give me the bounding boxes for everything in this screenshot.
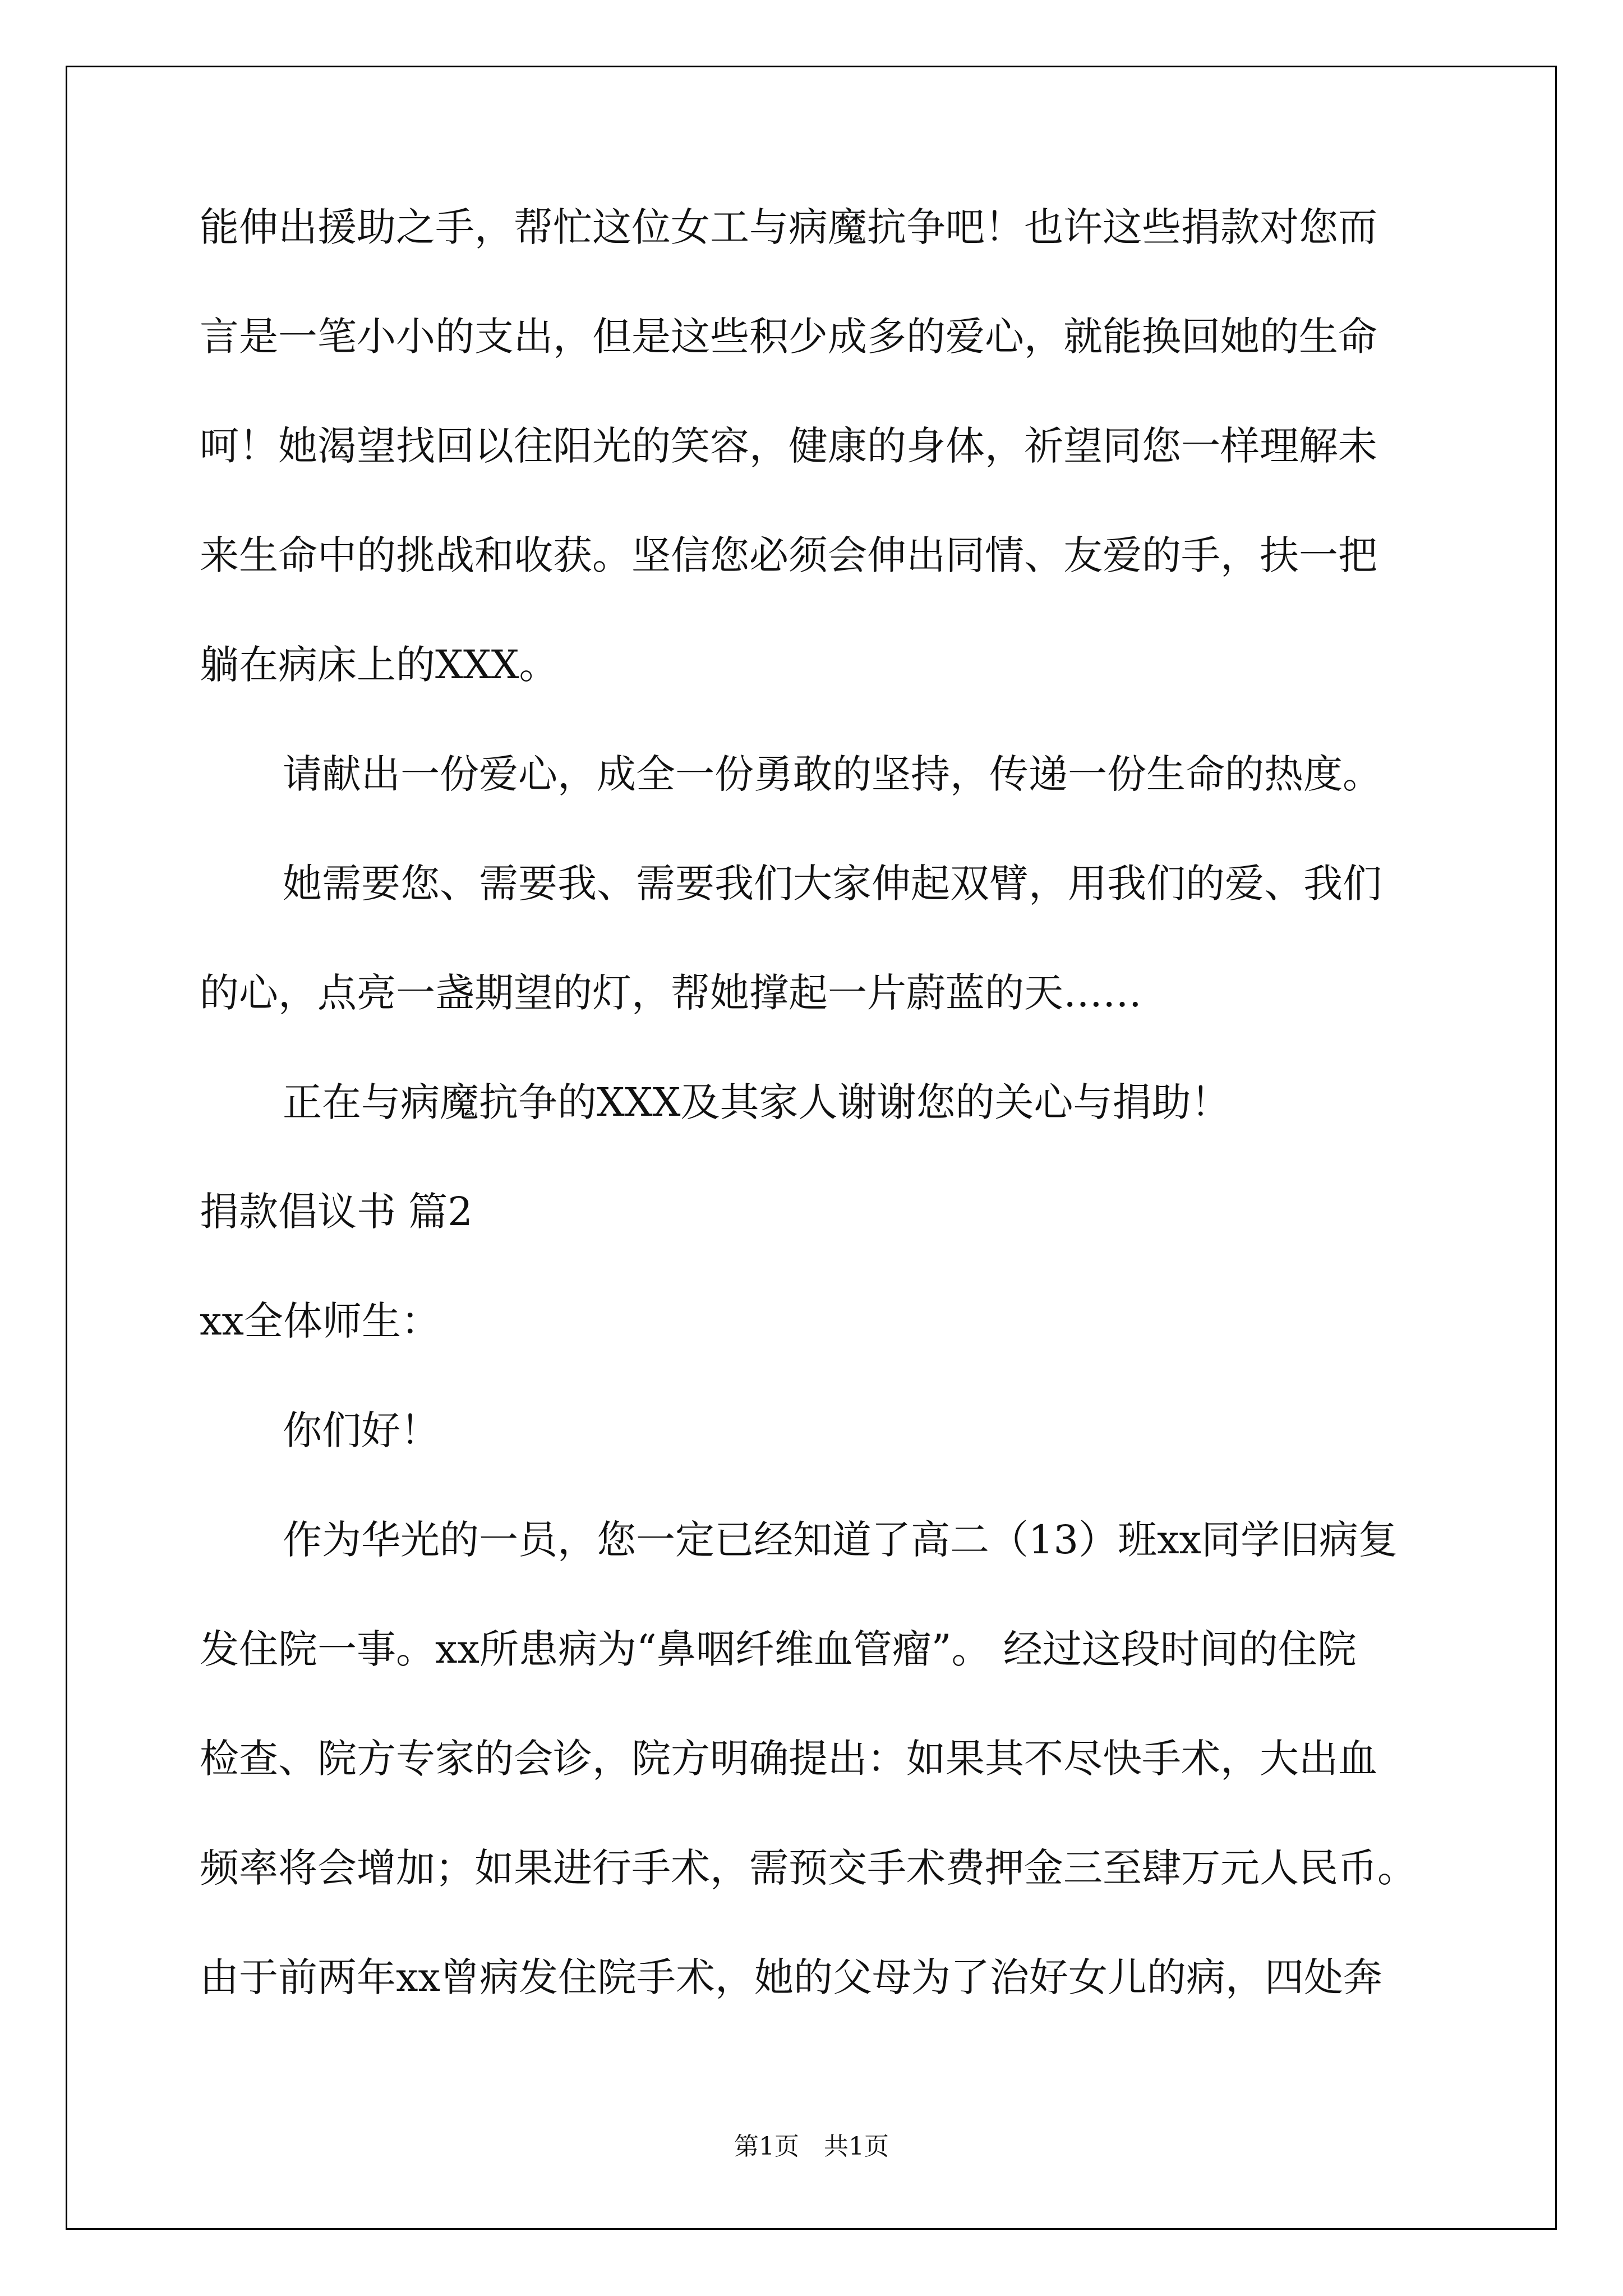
salutation: xx全体师生： — [200, 1298, 440, 1344]
text-line: 发住院一事。xx所患病为“鼻咽纤维血管瘤”。 经过这段时间的住院 — [200, 1626, 1357, 1672]
text-line: 来生命中的挑战和收获。坚信您必须会伸出同情、友爱的手，扶一把 — [200, 532, 1377, 578]
text-line: 躺在病床上的XXX。 — [200, 642, 559, 688]
text-line: 频率将会增加；如果进行手术，需预交手术费押金三至肆万元人民币。 — [200, 1845, 1417, 1891]
page-border — [66, 66, 1557, 2230]
section-heading: 捐款倡议书 篇2 — [200, 1189, 473, 1235]
text-line: 检查、院方专家的会诊，院方明确提出：如果其不尽快手术，大出血 — [200, 1736, 1377, 1782]
text-line: 由于前两年xx曾病发住院手术，她的父母为了治好女儿的病，四处奔 — [200, 1954, 1382, 2000]
text-line: 她需要您、需要我、需要我们大家伸起双臂，用我们的爱、我们 — [283, 861, 1382, 907]
text-line: 言是一笔小小的支出，但是这些积少成多的爱心，就能换回她的生命 — [200, 314, 1377, 360]
text-line: 正在与病魔抗争的XXX及其家人谢谢您的关心与捐助！ — [283, 1079, 1230, 1125]
greeting: 你们好！ — [283, 1407, 440, 1453]
text-line: 请献出一份爱心，成全一份勇敢的坚持，传递一份生命的热度。 — [283, 751, 1382, 797]
text-line: 能伸出援助之手，帮忙这位女工与病魔抗争吧！也许这些捐款对您而 — [200, 204, 1377, 250]
text-line: 呵！她渴望找回以往阳光的笑容，健康的身体，祈望同您一样理解未 — [200, 423, 1377, 469]
page-footer: 第1页 共1页 — [734, 2132, 889, 2161]
text-line: 的心，点亮一盏期望的灯，帮她撑起一片蔚蓝的天…… — [200, 970, 1142, 1016]
text-line: 作为华光的一员，您一定已经知道了高二（13）班xx同学旧病复 — [283, 1517, 1398, 1563]
